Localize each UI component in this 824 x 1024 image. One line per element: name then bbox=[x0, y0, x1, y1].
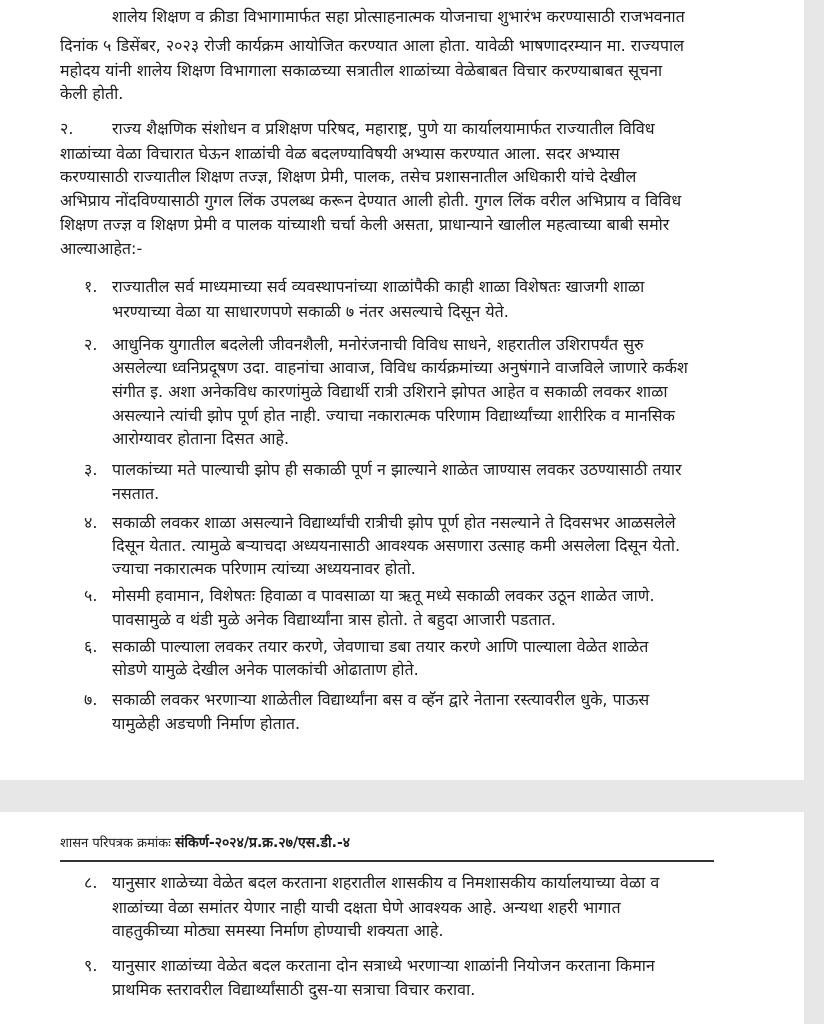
list-item-line: सकाळी लवकर भरणाऱ्या शाळेतील विद्यार्थ्यांना बस व व्हॅन द्वारे नेताना रस्त्यावरील धुके, पाऊस bbox=[112, 690, 650, 709]
list-item-line: दिसून येतात. त्यामुळे बऱ्याचदा अध्ययनासाठी आवश्यक असणारा उत्साह कमी असलेला दिसून येतो. bbox=[112, 536, 681, 555]
circular-header-label: शासन परिपत्रक क्रमांकः bbox=[60, 836, 171, 851]
list-item-line: असलेल्या ध्वनिप्रदूषण उदा. वाहनांचा आवाज, विविध कार्यक्रमांच्या अनुषंगाने वाजविले जाणारे कर्कश bbox=[112, 358, 688, 377]
section-line: करण्यासाठी राज्यातील शिक्षण तज्ज्ञ, शिक्षण प्रेमी, पालक, तसेच प्रशासनातील अधिकारी यांचे देखील bbox=[60, 167, 637, 186]
list-item-line: सकाळी पाल्याला लवकर तयार करणे, जेवणाचा डबा तयार करणे आणि पाल्याला वेळेत शाळेत bbox=[112, 637, 649, 656]
list-item-line: प्राथमिक स्तरावरील विद्यार्थ्यांसाठी दुस-या सत्राचा विचार करावा. bbox=[112, 980, 476, 999]
list-item-line: असल्याने त्यांची झोप पूर्ण होत नाही. ज्याचा नकारात्मक परिणाम विद्यार्थ्यांच्या शारीरिक व मानसिक bbox=[112, 406, 675, 425]
list-item-line: यानुसार शाळेच्या वेळेत बदल करताना शहरातील शासकीय व निमशासकीय कार्यालयाच्या वेळा व bbox=[112, 873, 660, 892]
list-item-line: भरण्याच्या वेळा या साधारणपणे सकाळी ७ नंतर असल्याचे दिसून येते. bbox=[112, 302, 509, 321]
intro-line: केली होती. bbox=[60, 84, 124, 103]
list-item-line: पालकांच्या मते पाल्याची झोप ही सकाळी पूर्ण न झाल्याने शाळेत जाण्यास लवकर उठण्यासाठी तयार bbox=[112, 460, 682, 479]
section-line: शाळांच्या वेळा विचारात घेऊन शाळांची वेळ बदलण्याविषयी अभ्यास करण्यात आला. सदर अभ्यास bbox=[60, 144, 620, 163]
section-line: आल्याआहेत:- bbox=[60, 239, 143, 258]
item-number: ८. bbox=[84, 873, 98, 892]
section-line: अभिप्राय नोंदविण्यासाठी गुगल लिंक उपलब्ध करून देण्यात आली होती. गुगल लिंक वरील अभिप्राय व विविध bbox=[60, 191, 682, 210]
header-divider bbox=[60, 860, 714, 862]
list-item-line: मोसमी हवामान, विशेषतः हिवाळा व पावसाळा या ऋतू मध्ये सकाळी लवकर उठून शाळेत जाणे. bbox=[112, 586, 655, 605]
list-item-line: राज्यातील सर्व माध्यमाच्या सर्व व्यवस्थापनांच्या शाळांपैकी काही शाळा विशेषतः खाजगी शाळा bbox=[112, 277, 645, 296]
list-item-line: आधुनिक युगातील बदलेली जीवनशैली, मनोरंजनाची विविध साधने, शहरातील उशिरापर्यंत सुरु bbox=[112, 335, 644, 354]
intro-line: महोदय यांनी शालेय शिक्षण विभागाला सकाळच्या सत्रातील शाळांच्या वेळेबाबत विचार करण्याबाबत सूचना bbox=[60, 61, 663, 80]
section-number: २. bbox=[60, 119, 74, 138]
section-line: राज्य शैक्षणिक संशोधन व प्रशिक्षण परिषद, महाराष्ट्र, पुणे या कार्यालयामार्फत राज्यातील विविध bbox=[112, 119, 655, 138]
document-page-2 bbox=[0, 812, 804, 1024]
circular-number: संकिर्ण-२०२४/प्र.क्र.२७/एस.डी.-४ bbox=[174, 835, 351, 851]
item-number: ३. bbox=[84, 460, 98, 479]
item-number: ४. bbox=[84, 513, 98, 532]
item-number: ५. bbox=[84, 586, 98, 605]
item-number: २. bbox=[84, 335, 98, 354]
intro-line: शालेय शिक्षण व क्रीडा विभागामार्फत सहा प्रोत्साहनात्मक योजनाचा शुभारंभ करण्यासाठी राजभवनात bbox=[112, 7, 685, 26]
circular-header bbox=[60, 834, 350, 853]
item-number: १. bbox=[84, 277, 98, 296]
list-item-line: वाहतुकीच्या मोठ्या समस्या निर्माण होण्याची शक्यता आहे. bbox=[112, 921, 444, 940]
intro-line: दिनांक ५ डिसेंबर, २०२३ रोजी कार्यक्रम आयोजित करण्यात आला होता. यावेळी भाषणादरम्यान मा. राज्यपाल bbox=[60, 36, 684, 55]
list-item-line: यानुसार शाळांच्या वेळेत बदल करताना दोन सत्राध्ये भरणाऱ्या शाळांनी नियोजन करताना किमान bbox=[112, 956, 655, 975]
list-item-line: ज्याचा नकारात्मक परिणाम त्यांच्या अध्ययनावर होतो. bbox=[112, 559, 416, 578]
list-item-line: आरोग्यावर होताना दिसत आहे. bbox=[112, 429, 290, 448]
item-number: ७. bbox=[84, 690, 98, 709]
list-item-line: सकाळी लवकर शाळा असल्याने विद्यार्थ्यांची रात्रीची झोप पूर्ण होत नसल्याने ते दिवसभर आळसलेले bbox=[112, 513, 676, 532]
list-item-line: यामुळेही अडचणी निर्माण होतात. bbox=[112, 714, 301, 733]
list-item-line: पावसामुळे व थंडी मुळे अनेक विद्यार्थ्यांना त्रास होतो. ते बहुदा आजारी पडतात. bbox=[112, 610, 556, 629]
list-item-line: संगीत इ. अशा अनेकविध कारणांमुळे विद्यार्थी रात्री उशिराने झोपत आहेत व सकाळी लवकर शाळा bbox=[112, 382, 668, 401]
list-item-line: नसतात. bbox=[112, 484, 160, 503]
item-number: ६. bbox=[84, 637, 98, 656]
list-item-line: शाळांच्या वेळा समांतर येणार नाही याची दक्षता घेणे आवश्यक आहे. अन्यथा शहरी भागात bbox=[112, 898, 621, 917]
item-number: ९. bbox=[84, 956, 98, 975]
section-line: शिक्षण तज्ज्ञ व शिक्षण प्रेमी व पालक यांच्याशी चर्चा केली असता, प्राधान्याने खालील महत्वाच्या बाबी समोर bbox=[60, 215, 670, 234]
list-item-line: सोडणे यामुळे देखील अनेक पालकांची ओढाताण होते. bbox=[112, 660, 419, 679]
